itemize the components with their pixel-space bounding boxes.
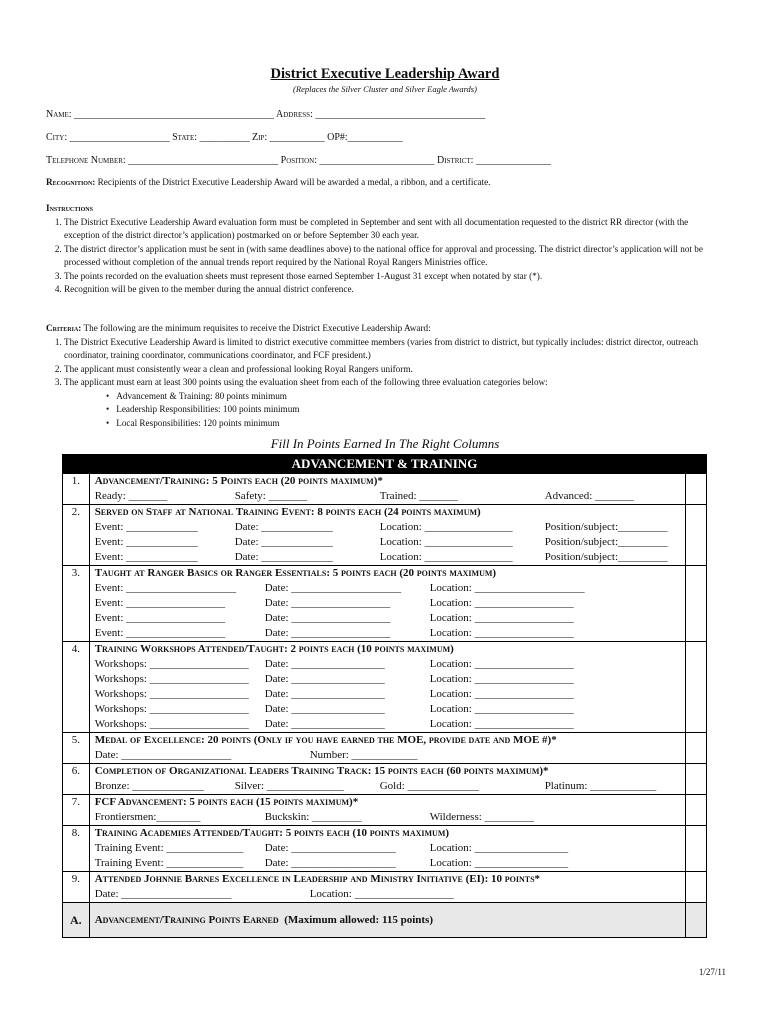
entry-field[interactable]: Position/subject:_________	[544, 551, 668, 563]
entry-field[interactable]: Event: ____________________	[94, 582, 237, 594]
entry-field[interactable]: Platinum: ____________	[544, 780, 657, 792]
table-row	[63, 795, 707, 826]
row-number: 2.	[63, 505, 90, 566]
entry-field[interactable]: Event: __________________	[94, 627, 226, 639]
total-row	[63, 903, 707, 938]
table-row	[63, 505, 707, 566]
row-title: Served on Staff at National Training Event: 8 points each (24 points maximum)	[94, 506, 481, 518]
entry-line	[95, 596, 685, 611]
entry-field[interactable]: Workshops: __________________	[94, 718, 249, 730]
entry-field[interactable]: Location: __________________	[429, 673, 574, 685]
entry-line	[95, 550, 685, 565]
row-number: 6.	[63, 764, 90, 795]
entry-field[interactable]: Event: __________________	[94, 597, 226, 609]
instruction-item: 3. The points recorded on the evaluation sheets must represent those earned September 1-August 31 except when notated by star (*).	[64, 270, 711, 284]
instruction-item: 2. The district director’s application must be sent in (with same deadlines above) to the national office for approval and processing. The district director’s application will not be processed without completion of the annual trends report required by the National Royal Rangers Ministries office.	[64, 243, 711, 270]
entry-field[interactable]: Date: _____________	[234, 551, 333, 563]
row-body	[89, 795, 685, 826]
entry-field[interactable]: Wilderness: _________	[429, 811, 535, 823]
entry-line	[95, 520, 685, 535]
entry-line	[95, 779, 685, 794]
instructions-section	[46, 202, 711, 297]
entry-field[interactable]: Event: _____________	[94, 551, 198, 563]
entry-field[interactable]: Number: ____________	[309, 749, 418, 761]
instructions-heading: Instructions	[46, 203, 93, 213]
points-cell[interactable]	[685, 733, 706, 764]
points-cell[interactable]	[685, 795, 706, 826]
total-max-note: (Maximum allowed: 115 points)	[278, 913, 433, 926]
table-row	[63, 733, 707, 764]
criteria-bullet: • Leadership Responsibilities: 100 points minimum	[118, 403, 711, 417]
entry-field[interactable]: Event: _____________	[94, 536, 198, 548]
row-body	[89, 733, 685, 764]
entry-field[interactable]: Location: __________________	[429, 612, 574, 624]
row-title: Completion of Organizational Leaders Training Track: 15 points each (60 points maximum)*	[94, 765, 549, 777]
entry-line	[95, 856, 685, 871]
row-body	[89, 764, 685, 795]
entry-field[interactable]: Training Event: ______________	[94, 857, 244, 869]
entry-field[interactable]: Date: _________________	[264, 703, 385, 715]
entry-line	[95, 672, 685, 687]
entry-field[interactable]: Trained: _______	[379, 490, 458, 502]
entry-field[interactable]: Date: _____________	[234, 536, 333, 548]
entry-line	[95, 581, 685, 596]
row-title: FCF Advancement: 5 points each (15 points maximum)*	[94, 796, 359, 808]
entry-field[interactable]: Date: _________________	[264, 688, 385, 700]
name-address-line[interactable]: Name: ________________________________________ Address: __________________________________	[46, 109, 486, 120]
row-number: 4.	[63, 642, 90, 733]
entry-field[interactable]: Gold: _____________	[379, 780, 479, 792]
criteria-bullet: • Advancement & Training: 80 points minimum	[118, 390, 711, 404]
entry-field[interactable]: Workshops: __________________	[94, 658, 249, 670]
entry-line	[95, 717, 685, 732]
table-row	[63, 826, 707, 872]
table-row	[63, 642, 707, 733]
row-title: Taught at Ranger Basics or Ranger Essentials: 5 points each (20 points maximum)	[94, 567, 497, 579]
entry-field[interactable]: Workshops: __________________	[94, 688, 249, 700]
fill-in-heading: Fill In Points Earned In The Right Columns	[270, 436, 500, 451]
entry-line	[95, 687, 685, 702]
entry-field[interactable]: Frontiersmen:________	[94, 811, 201, 823]
criteria-item: 1. The District Executive Leadership Award is limited to district executive committee members (varies from district to district, but typically includes: district director, outreach coordinator, training coordinator, communications coordinator, and FCF president.)	[64, 336, 711, 363]
table-row	[63, 872, 707, 903]
points-cell[interactable]	[685, 642, 706, 733]
row-number: 1.	[63, 474, 90, 505]
row-title: Attended Johnnie Barnes Excellence in Leadership and Ministry Initiative (EI): 10 points*	[94, 873, 541, 885]
entry-field[interactable]: Date: _________________	[264, 718, 385, 730]
row-body	[89, 642, 685, 733]
row-title: Advancement/Training: 5 Points each (20 points maximum)*	[94, 475, 383, 487]
row-number: 9.	[63, 872, 90, 903]
points-cell[interactable]	[685, 566, 706, 642]
entry-field[interactable]: Date: __________________	[264, 627, 391, 639]
entry-field[interactable]: Date: ___________________	[264, 857, 396, 869]
footer-date: 1/27/11	[698, 967, 726, 977]
criteria-section	[46, 322, 711, 430]
criteria-list	[46, 336, 711, 390]
points-cell[interactable]	[685, 764, 706, 795]
row-number: 7.	[63, 795, 90, 826]
entry-field[interactable]: Location: __________________	[429, 658, 574, 670]
table-header: ADVANCEMENT & TRAINING	[63, 455, 707, 474]
entry-field[interactable]: Event: __________________	[94, 612, 226, 624]
row-body	[89, 505, 685, 566]
instruction-item: 4. Recognition will be given to the member during the annual district conference.	[64, 283, 711, 297]
criteria-heading: Criteria:	[46, 323, 82, 333]
entry-field[interactable]: Safety: _______	[234, 490, 308, 502]
entry-field[interactable]: Training Event: ______________	[94, 842, 244, 854]
entry-field[interactable]: Event: _____________	[94, 521, 198, 533]
city-state-zip-line[interactable]: City: ____________________ State: __________ Zip: ___________ OP#:___________	[46, 132, 403, 143]
entry-field[interactable]: Location: __________________	[429, 718, 574, 730]
row-title: Training Academies Attended/Taught: 5 points each (10 points maximum)	[94, 827, 450, 839]
entry-field[interactable]: Buckskin: _________	[264, 811, 362, 823]
page-title: District Executive Leadership Award	[270, 66, 500, 82]
criteria-item: 2. The applicant must consistently wear a clean and professional looking Royal Rangers uniform.	[64, 363, 711, 377]
entry-line	[95, 841, 685, 856]
points-cell[interactable]	[685, 872, 706, 903]
row-number: 8.	[63, 826, 90, 872]
entry-field[interactable]: Location: __________________	[309, 888, 454, 900]
total-points-cell[interactable]	[685, 903, 706, 938]
entry-field[interactable]: Location: ________________	[379, 551, 513, 563]
entry-field[interactable]: Date: ____________________	[94, 749, 232, 761]
entry-line	[95, 748, 685, 763]
entry-field[interactable]: Bronze: _____________	[94, 780, 204, 792]
entry-field[interactable]: Location: _________________	[429, 842, 569, 854]
criteria-bullet: • Local Responsibilities: 120 points minimum	[118, 417, 711, 431]
entry-field[interactable]: Location: ________________	[379, 521, 513, 533]
entry-line	[95, 489, 685, 504]
entry-line	[95, 535, 685, 550]
entry-field[interactable]: Location: __________________	[429, 703, 574, 715]
table-row	[63, 474, 707, 505]
row-body	[89, 474, 685, 505]
entry-field[interactable]: Silver: ______________	[234, 780, 344, 792]
entry-field[interactable]: Location: __________________	[429, 688, 574, 700]
row-number: 5.	[63, 733, 90, 764]
entry-field[interactable]: Location: ____________________	[429, 582, 585, 594]
total-label	[89, 903, 685, 938]
entry-line	[95, 887, 685, 902]
table-header-row	[63, 455, 707, 474]
row-body	[89, 826, 685, 872]
criteria-bullets	[46, 390, 711, 431]
recognition-text: Recipients of the District Executive Leadership Award will be awarded a medal, a ribbon, and a certificate.	[95, 177, 491, 187]
entry-field[interactable]: Date: _________________	[264, 673, 385, 685]
row-title: Medal of Excellence: 20 points (Only if you have earned the MOE, provide date and MOE #)*	[94, 734, 557, 746]
entry-field[interactable]: Date: _________________	[264, 658, 385, 670]
entry-field[interactable]: Date: __________________	[264, 597, 391, 609]
total-label-letter: A.	[63, 903, 90, 938]
entry-field[interactable]: Position/subject:_________	[544, 536, 668, 548]
entry-field[interactable]: Location: ________________	[379, 536, 513, 548]
points-cell[interactable]	[685, 505, 706, 566]
entry-field[interactable]: Workshops: __________________	[94, 673, 249, 685]
entry-field[interactable]: Date: _____________	[234, 521, 333, 533]
total-label-text: Advancement/Training Points Earned	[94, 913, 279, 926]
row-body	[89, 872, 685, 903]
entry-field[interactable]: Location: __________________	[429, 597, 574, 609]
entry-field[interactable]: Date: ____________________	[94, 888, 232, 900]
entry-field[interactable]: Position/subject:_________	[544, 521, 668, 533]
instructions-list	[46, 216, 711, 297]
page-subtitle: (Replaces the Silver Cluster and Silver Eagle Awards)	[293, 84, 477, 94]
row-title: Training Workshops Attended/Taught: 2 points each (10 points maximum)	[94, 643, 454, 655]
points-cell[interactable]	[685, 474, 706, 505]
entry-line	[95, 611, 685, 626]
entry-line	[95, 657, 685, 672]
recognition-section	[46, 176, 711, 190]
criteria-item: 3. The applicant must earn at least 300 points using the evaluation sheet from each of the following three evaluation categories below:	[64, 376, 711, 390]
entry-line	[95, 626, 685, 641]
recognition-heading: Recognition:	[46, 177, 96, 187]
entry-field[interactable]: Location: __________________	[429, 627, 574, 639]
table-row	[63, 764, 707, 795]
criteria-intro: The following are the minimum requisites to receive the District Executive Leadership Award:	[81, 323, 431, 333]
entry-line	[95, 810, 685, 825]
entry-field[interactable]: Location: _________________	[429, 857, 569, 869]
entry-field[interactable]: Advanced: _______	[544, 490, 634, 502]
entry-line	[95, 702, 685, 717]
table-row	[63, 566, 707, 642]
advancement-training-table	[62, 454, 707, 938]
row-number: 3.	[63, 566, 90, 642]
instruction-item: 1. The District Executive Leadership Award evaluation form must be completed in September and sent with all documentation requested to the district RR director (with the exception of the district director’s application) postmarked on or before September 30 each year.	[64, 216, 711, 243]
entry-field[interactable]: Date: __________________	[264, 612, 391, 624]
row-body	[89, 566, 685, 642]
entry-field[interactable]: Workshops: __________________	[94, 703, 249, 715]
entry-field[interactable]: Date: ___________________	[264, 842, 396, 854]
points-cell[interactable]	[685, 826, 706, 872]
entry-field[interactable]: Date: ____________________	[264, 582, 402, 594]
entry-field[interactable]: Ready: _______	[94, 490, 168, 502]
phone-position-district-line[interactable]: Telephone Number: ______________________________ Position: _______________________ District: _______________	[46, 155, 551, 166]
